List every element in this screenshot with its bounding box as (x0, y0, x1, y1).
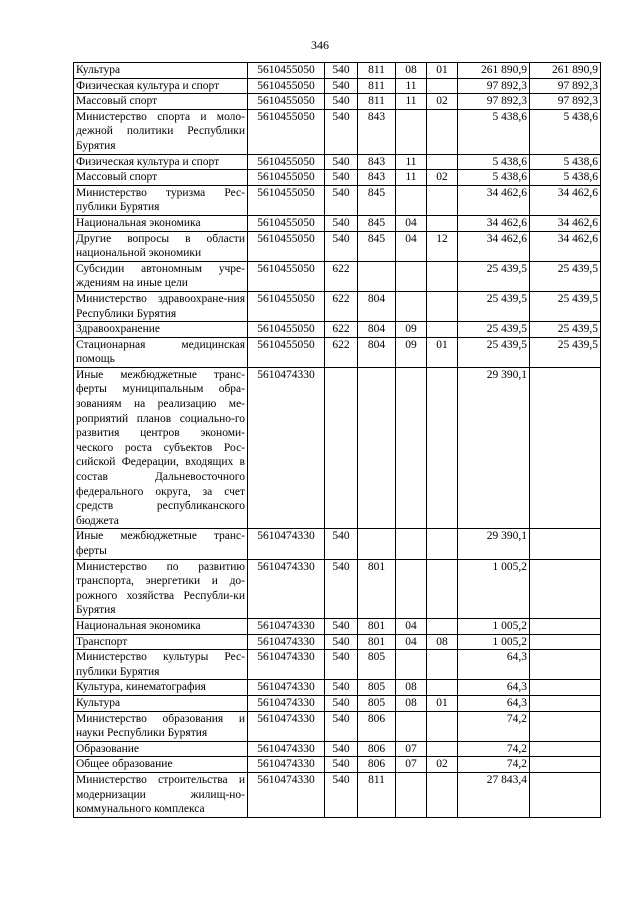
cell-name: Субсидии автономным учре-ждениям на иные цели (74, 261, 248, 291)
cell-amount-2: 34 462,6 (530, 215, 601, 231)
cell-name: Министерство по развитию транспорта, энергетики и до-рожного хозяйства Республи-ки Бурятия (74, 559, 248, 618)
cell-ministry-code: 811 (358, 772, 396, 817)
cell-amount-2: 261 890,9 (530, 63, 601, 79)
cell-amount-2 (530, 757, 601, 773)
cell-section: 04 (396, 634, 427, 650)
cell-name: Иные межбюджетные транс-ферты муниципальным обра-зованиям на реализацию ме-роприятий планов социально-го развития центров экономи-ческого роста субъектов Рос-сийской Федерации, входящих в состав Дальневосточного федерального округа, за счет средств республиканского бюджета (74, 367, 248, 529)
cell-expense-type: 622 (325, 337, 358, 367)
cell-name: Здравоохранение (74, 322, 248, 338)
table-row (74, 529, 601, 559)
cell-ministry-code (358, 529, 396, 559)
cell-subsection (427, 711, 458, 741)
cell-section (396, 261, 427, 291)
cell-name: Стационарная медицинская помощь (74, 337, 248, 367)
cell-ministry-code: 806 (358, 741, 396, 757)
cell-section (396, 367, 427, 529)
cell-subsection: 01 (427, 337, 458, 367)
cell-section: 11 (396, 170, 427, 186)
cell-expense-type: 540 (325, 711, 358, 741)
cell-amount-1: 64,3 (458, 650, 530, 680)
cell-section (396, 529, 427, 559)
cell-amount-1: 25 439,5 (458, 337, 530, 367)
cell-section (396, 109, 427, 154)
cell-expense-type: 540 (325, 741, 358, 757)
cell-ministry-code: 811 (358, 78, 396, 94)
cell-name: Другие вопросы в области национальной экономики (74, 231, 248, 261)
cell-section: 08 (396, 63, 427, 79)
cell-section (396, 772, 427, 817)
cell-expense-type: 540 (325, 757, 358, 773)
cell-ministry-code: 806 (358, 711, 396, 741)
cell-ministry-code: 845 (358, 185, 396, 215)
cell-name: Культура (74, 695, 248, 711)
cell-target-article: 5610474330 (248, 634, 325, 650)
cell-subsection: 08 (427, 634, 458, 650)
cell-subsection: 01 (427, 63, 458, 79)
cell-name: Национальная экономика (74, 618, 248, 634)
table-row (74, 63, 601, 79)
table-row (74, 261, 601, 291)
cell-amount-2: 97 892,3 (530, 78, 601, 94)
cell-expense-type: 540 (325, 94, 358, 110)
cell-expense-type: 540 (325, 231, 358, 261)
cell-subsection (427, 322, 458, 338)
cell-subsection (427, 261, 458, 291)
cell-ministry-code: 843 (358, 170, 396, 186)
cell-section: 04 (396, 231, 427, 261)
cell-amount-1: 25 439,5 (458, 291, 530, 321)
table-row (74, 559, 601, 618)
cell-ministry-code: 801 (358, 618, 396, 634)
cell-amount-2 (530, 559, 601, 618)
cell-subsection (427, 772, 458, 817)
cell-amount-1: 1 005,2 (458, 634, 530, 650)
cell-section (396, 711, 427, 741)
cell-expense-type: 540 (325, 559, 358, 618)
cell-target-article: 5610455050 (248, 337, 325, 367)
cell-subsection: 02 (427, 757, 458, 773)
cell-amount-1: 64,3 (458, 695, 530, 711)
cell-amount-2: 5 438,6 (530, 109, 601, 154)
cell-expense-type: 540 (325, 772, 358, 817)
table-row (74, 618, 601, 634)
table-row (74, 291, 601, 321)
cell-section: 09 (396, 337, 427, 367)
cell-target-article: 5610474330 (248, 695, 325, 711)
cell-subsection: 12 (427, 231, 458, 261)
cell-expense-type: 540 (325, 154, 358, 170)
cell-amount-2: 25 439,5 (530, 291, 601, 321)
cell-section (396, 185, 427, 215)
cell-amount-2 (530, 680, 601, 696)
cell-name: Культура (74, 63, 248, 79)
cell-ministry-code: 804 (358, 322, 396, 338)
cell-expense-type (325, 367, 358, 529)
table-row (74, 757, 601, 773)
cell-target-article: 5610455050 (248, 94, 325, 110)
cell-expense-type: 540 (325, 634, 358, 650)
cell-ministry-code (358, 261, 396, 291)
cell-expense-type: 540 (325, 185, 358, 215)
cell-section: 11 (396, 94, 427, 110)
cell-ministry-code: 805 (358, 695, 396, 711)
cell-target-article: 5610474330 (248, 618, 325, 634)
cell-section (396, 559, 427, 618)
cell-amount-2: 25 439,5 (530, 261, 601, 291)
cell-section: 04 (396, 618, 427, 634)
table-row (74, 231, 601, 261)
cell-ministry-code (358, 367, 396, 529)
table-row (74, 337, 601, 367)
cell-name: Культура, кинематография (74, 680, 248, 696)
cell-name: Физическая культура и спорт (74, 154, 248, 170)
cell-amount-1: 29 390,1 (458, 367, 530, 529)
cell-amount-2 (530, 741, 601, 757)
cell-amount-1: 29 390,1 (458, 529, 530, 559)
cell-name: Министерство туризма Рес-публики Бурятия (74, 185, 248, 215)
cell-subsection (427, 367, 458, 529)
cell-amount-2 (530, 650, 601, 680)
cell-ministry-code: 845 (358, 215, 396, 231)
cell-expense-type: 540 (325, 618, 358, 634)
cell-target-article: 5610455050 (248, 322, 325, 338)
cell-subsection (427, 215, 458, 231)
cell-name: Общее образование (74, 757, 248, 773)
cell-amount-2 (530, 529, 601, 559)
cell-expense-type: 540 (325, 695, 358, 711)
cell-subsection: 01 (427, 695, 458, 711)
table-row (74, 109, 601, 154)
table-row (74, 154, 601, 170)
table-row (74, 94, 601, 110)
cell-expense-type: 540 (325, 529, 358, 559)
table-row (74, 215, 601, 231)
cell-amount-1: 74,2 (458, 757, 530, 773)
cell-amount-2: 25 439,5 (530, 322, 601, 338)
cell-amount-1: 34 462,6 (458, 215, 530, 231)
cell-amount-1: 34 462,6 (458, 185, 530, 215)
cell-amount-1: 1 005,2 (458, 559, 530, 618)
cell-subsection: 02 (427, 170, 458, 186)
cell-target-article: 5610474330 (248, 680, 325, 696)
budget-table (73, 62, 601, 818)
table-row (74, 634, 601, 650)
cell-subsection (427, 741, 458, 757)
cell-target-article: 5610474330 (248, 650, 325, 680)
cell-amount-1: 74,2 (458, 711, 530, 741)
table-body (74, 63, 601, 818)
table-row (74, 680, 601, 696)
cell-amount-1: 74,2 (458, 741, 530, 757)
cell-section (396, 650, 427, 680)
cell-section: 09 (396, 322, 427, 338)
cell-expense-type: 622 (325, 291, 358, 321)
cell-amount-2: 5 438,6 (530, 170, 601, 186)
cell-ministry-code: 845 (358, 231, 396, 261)
cell-ministry-code: 805 (358, 680, 396, 696)
cell-name: Транспорт (74, 634, 248, 650)
table-row (74, 367, 601, 529)
table-row (74, 695, 601, 711)
cell-amount-1: 34 462,6 (458, 231, 530, 261)
cell-name: Министерство строительства и модернизации жилищ-но-коммунального комплекса (74, 772, 248, 817)
page-number: 346 (311, 38, 329, 52)
cell-name: Образование (74, 741, 248, 757)
cell-section: 04 (396, 215, 427, 231)
cell-amount-2 (530, 367, 601, 529)
cell-name: Иные межбюджетные транс-ферты (74, 529, 248, 559)
cell-section: 07 (396, 741, 427, 757)
cell-amount-1: 1 005,2 (458, 618, 530, 634)
cell-section: 08 (396, 695, 427, 711)
cell-amount-2 (530, 695, 601, 711)
cell-subsection (427, 559, 458, 618)
cell-target-article: 5610455050 (248, 185, 325, 215)
cell-expense-type: 540 (325, 170, 358, 186)
cell-expense-type: 622 (325, 261, 358, 291)
cell-amount-1: 5 438,6 (458, 170, 530, 186)
table-row (74, 772, 601, 817)
cell-section: 07 (396, 757, 427, 773)
cell-amount-2 (530, 634, 601, 650)
cell-amount-2: 97 892,3 (530, 94, 601, 110)
cell-amount-2 (530, 772, 601, 817)
cell-amount-1: 25 439,5 (458, 261, 530, 291)
cell-name: Национальная экономика (74, 215, 248, 231)
table-row (74, 322, 601, 338)
cell-expense-type: 540 (325, 650, 358, 680)
cell-ministry-code: 843 (358, 109, 396, 154)
cell-section (396, 291, 427, 321)
cell-subsection (427, 154, 458, 170)
cell-target-article: 5610474330 (248, 559, 325, 618)
cell-expense-type: 540 (325, 63, 358, 79)
cell-target-article: 5610474330 (248, 741, 325, 757)
cell-amount-2 (530, 618, 601, 634)
cell-name: Министерство спорта и моло-дежной политики Республики Бурятия (74, 109, 248, 154)
cell-target-article: 5610474330 (248, 529, 325, 559)
cell-target-article: 5610455050 (248, 170, 325, 186)
cell-target-article: 5610455050 (248, 261, 325, 291)
cell-target-article: 5610474330 (248, 367, 325, 529)
cell-ministry-code: 804 (358, 337, 396, 367)
cell-ministry-code: 843 (358, 154, 396, 170)
cell-target-article: 5610455050 (248, 215, 325, 231)
cell-name: Министерство образования и науки Республики Бурятия (74, 711, 248, 741)
cell-name: Массовый спорт (74, 94, 248, 110)
cell-amount-2: 5 438,6 (530, 154, 601, 170)
cell-target-article: 5610474330 (248, 772, 325, 817)
cell-subsection: 02 (427, 94, 458, 110)
cell-amount-1: 27 843,4 (458, 772, 530, 817)
cell-name: Физическая культура и спорт (74, 78, 248, 94)
cell-subsection (427, 680, 458, 696)
cell-ministry-code: 811 (358, 63, 396, 79)
table-row (74, 650, 601, 680)
cell-amount-2: 34 462,6 (530, 231, 601, 261)
cell-amount-1: 5 438,6 (458, 154, 530, 170)
cell-target-article: 5610474330 (248, 757, 325, 773)
cell-ministry-code: 801 (358, 634, 396, 650)
cell-subsection (427, 78, 458, 94)
cell-subsection (427, 529, 458, 559)
cell-amount-2: 34 462,6 (530, 185, 601, 215)
cell-section: 08 (396, 680, 427, 696)
cell-ministry-code: 811 (358, 94, 396, 110)
cell-amount-1: 25 439,5 (458, 322, 530, 338)
table-row (74, 185, 601, 215)
cell-ministry-code: 804 (358, 291, 396, 321)
cell-amount-1: 5 438,6 (458, 109, 530, 154)
cell-target-article: 5610455050 (248, 78, 325, 94)
cell-expense-type: 540 (325, 680, 358, 696)
cell-subsection (427, 650, 458, 680)
table-row (74, 78, 601, 94)
cell-target-article: 5610455050 (248, 63, 325, 79)
cell-target-article: 5610455050 (248, 109, 325, 154)
cell-amount-1: 64,3 (458, 680, 530, 696)
cell-amount-1: 97 892,3 (458, 78, 530, 94)
cell-name: Министерство здравоохране-ния Республики Бурятия (74, 291, 248, 321)
cell-subsection (427, 618, 458, 634)
cell-amount-2: 25 439,5 (530, 337, 601, 367)
cell-expense-type: 540 (325, 78, 358, 94)
cell-name: Массовый спорт (74, 170, 248, 186)
cell-ministry-code: 801 (358, 559, 396, 618)
cell-target-article: 5610455050 (248, 154, 325, 170)
cell-amount-2 (530, 711, 601, 741)
cell-target-article: 5610455050 (248, 291, 325, 321)
cell-ministry-code: 805 (358, 650, 396, 680)
cell-expense-type: 540 (325, 215, 358, 231)
cell-name: Министерство культуры Рес-публики Бурятия (74, 650, 248, 680)
cell-target-article: 5610474330 (248, 711, 325, 741)
cell-section: 11 (396, 154, 427, 170)
cell-target-article: 5610455050 (248, 231, 325, 261)
table-row (74, 741, 601, 757)
table-row (74, 170, 601, 186)
cell-expense-type: 540 (325, 109, 358, 154)
cell-subsection (427, 109, 458, 154)
cell-amount-1: 261 890,9 (458, 63, 530, 79)
table-row (74, 711, 601, 741)
cell-amount-1: 97 892,3 (458, 94, 530, 110)
cell-section: 11 (396, 78, 427, 94)
cell-expense-type: 622 (325, 322, 358, 338)
cell-subsection (427, 291, 458, 321)
cell-subsection (427, 185, 458, 215)
cell-ministry-code: 806 (358, 757, 396, 773)
